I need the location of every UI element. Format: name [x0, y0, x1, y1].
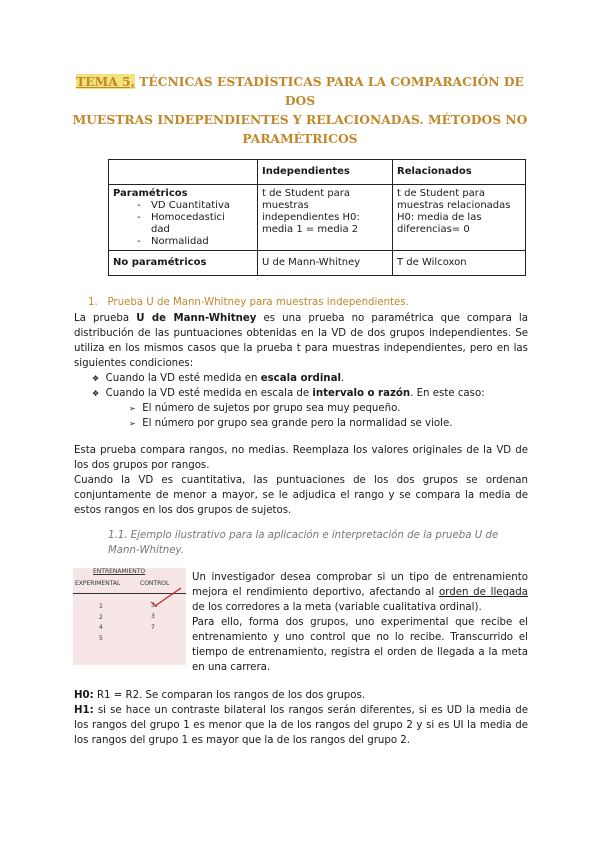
example-paragraph	[192, 570, 528, 675]
section-title: Prueba U de Mann-Whitney para muestras independientes.	[107, 297, 409, 308]
text-bold: U de Mann-Whitney	[136, 313, 257, 324]
paragraph: Esta prueba compara rangos, no medias. Reemplaza los valores originales de la VD de los dos grupos por rangos.	[74, 445, 528, 471]
list-item: - VD Cuantitativa	[151, 200, 253, 212]
hand-value: 5	[99, 635, 103, 642]
hand-value: 1	[99, 603, 103, 610]
param-list	[137, 200, 253, 248]
hand-value: 7	[151, 624, 155, 631]
arrow-bullet-icon: ➢	[129, 419, 136, 428]
text-bold: H1:	[74, 705, 94, 716]
section-heading	[88, 297, 409, 308]
hand-arrow-icon	[73, 568, 186, 665]
list-item: - Homocedasticidad	[151, 212, 231, 236]
subsection-heading: 1.1. Ejemplo ilustrativo para la aplicación e interpretación de la prueba U de Mann-Whitney.	[108, 530, 499, 556]
intro-paragraph	[74, 311, 528, 371]
h0-paragraph	[74, 688, 528, 703]
handwritten-example-image	[73, 568, 186, 665]
text-span: es una prueba no paramétrica que compara la distribución de las puntuaciones obtenidas en la VD de dos grupos independientes. Se utiliza en los mismos casos que la prueba t para muestras independientes, pero en las siguientes condiciones:	[74, 313, 528, 369]
text-span: R1 = R2. Se comparan los rangos de los dos grupos.	[93, 690, 366, 701]
text-span: .	[340, 373, 345, 384]
sub-bullet-item	[129, 401, 400, 416]
title-line2: MUESTRAS INDEPENDIENTES Y RELACIONADAS. MÉTODOS NO	[72, 112, 528, 127]
table-cell	[109, 185, 258, 251]
text-span: Cuando la VD esté medida en escala de	[105, 388, 313, 399]
table-header-cell	[109, 160, 258, 185]
table-header-cell: Relacionados	[393, 160, 526, 185]
hand-value: 2	[99, 614, 103, 621]
title-highlight: TEMA 5,	[76, 74, 135, 89]
hand-col-experimental: EXPERIMENTAL	[75, 580, 121, 587]
text-bold: intervalo o razón	[312, 388, 411, 399]
paragraph: Cuando la VD es cuantitativa, las puntuaciones de los dos grupos se ordenan conjuntamente de menor a mayor, se le adjudica el rango y se compara la media de estos rangos en los dos grupos de sujetos.	[74, 475, 528, 516]
text-span: La prueba	[74, 313, 137, 324]
text-span: . En este caso:	[410, 388, 485, 399]
hand-value: 3	[151, 602, 155, 609]
text-span: Un investigador desea comprobar si un tipo de entrenamiento mejora el rendimiento deportivo, afectando al	[192, 572, 528, 598]
list-item: - Normalidad	[151, 236, 253, 248]
comparison-table	[108, 159, 526, 276]
table-header-row	[109, 160, 526, 185]
table-cell: t de Student para muestras relacionadas H0: media de las diferencias= 0	[393, 185, 526, 251]
table-cell: U de Mann-Whitney	[258, 251, 393, 276]
bullet-item	[92, 386, 485, 401]
text-span: Para ello, forma dos grupos, uno experimental que recibe el entrenamiento y uno control que no lo recibe. Transcurrido el tiempo de entrenamiento, registra el orden de llegada a la meta en una carrera.	[192, 617, 528, 673]
param-label: Paramétricos	[113, 188, 188, 199]
table-cell: No paramétricos	[109, 251, 258, 276]
text-span: El número de sujetos por grupo sea muy pequeño.	[142, 403, 401, 414]
section-number: 1.	[88, 297, 98, 308]
arrow-bullet-icon: ➢	[129, 404, 136, 413]
title-line3: PARAMÉTRICOS	[242, 131, 358, 146]
text-bold: H0:	[74, 690, 94, 701]
text-underline: orden de llegada	[439, 587, 528, 598]
text-span: de los corredores a la meta (variable cualitativa ordinal).	[192, 602, 482, 613]
table-cell: T de Wilcoxon	[393, 251, 526, 276]
page-title	[70, 72, 530, 148]
sub-bullet-item	[129, 416, 452, 431]
text-span: si se hace un contraste bilateral los rangos serán diferentes, si es UD la media de los rangos del grupo 1 es menor que la de los rangos del grupo 2 y si es UI la media de los rangos del grupo 1 es mayor que la de los rangos del grupo 2.	[74, 705, 528, 746]
hand-value: 4	[99, 624, 103, 631]
diamond-bullet-icon: ❖	[92, 389, 100, 398]
h1-paragraph	[74, 703, 528, 748]
bullet-item	[92, 371, 344, 386]
table-row	[109, 251, 526, 276]
hand-title: ENTRENAMIENTO	[93, 568, 146, 575]
table-cell: t de Student para muestras independientes H0: media 1 = media 2	[258, 185, 393, 251]
hand-value: 3	[151, 613, 155, 620]
table-header-cell: Independientes	[258, 160, 393, 185]
diamond-bullet-icon: ❖	[92, 374, 100, 383]
text-bold: escala ordinal	[260, 373, 341, 384]
title-line1: TÉCNICAS ESTADÍSTICAS PARA LA COMPARACIÓN DE DOS	[134, 74, 524, 108]
table-row	[109, 185, 526, 251]
text-span: Cuando la VD esté medida en	[105, 373, 261, 384]
text-span: El número por grupo sea grande pero la normalidad se viole.	[142, 418, 453, 429]
hand-col-control: CONTROL	[140, 580, 170, 587]
